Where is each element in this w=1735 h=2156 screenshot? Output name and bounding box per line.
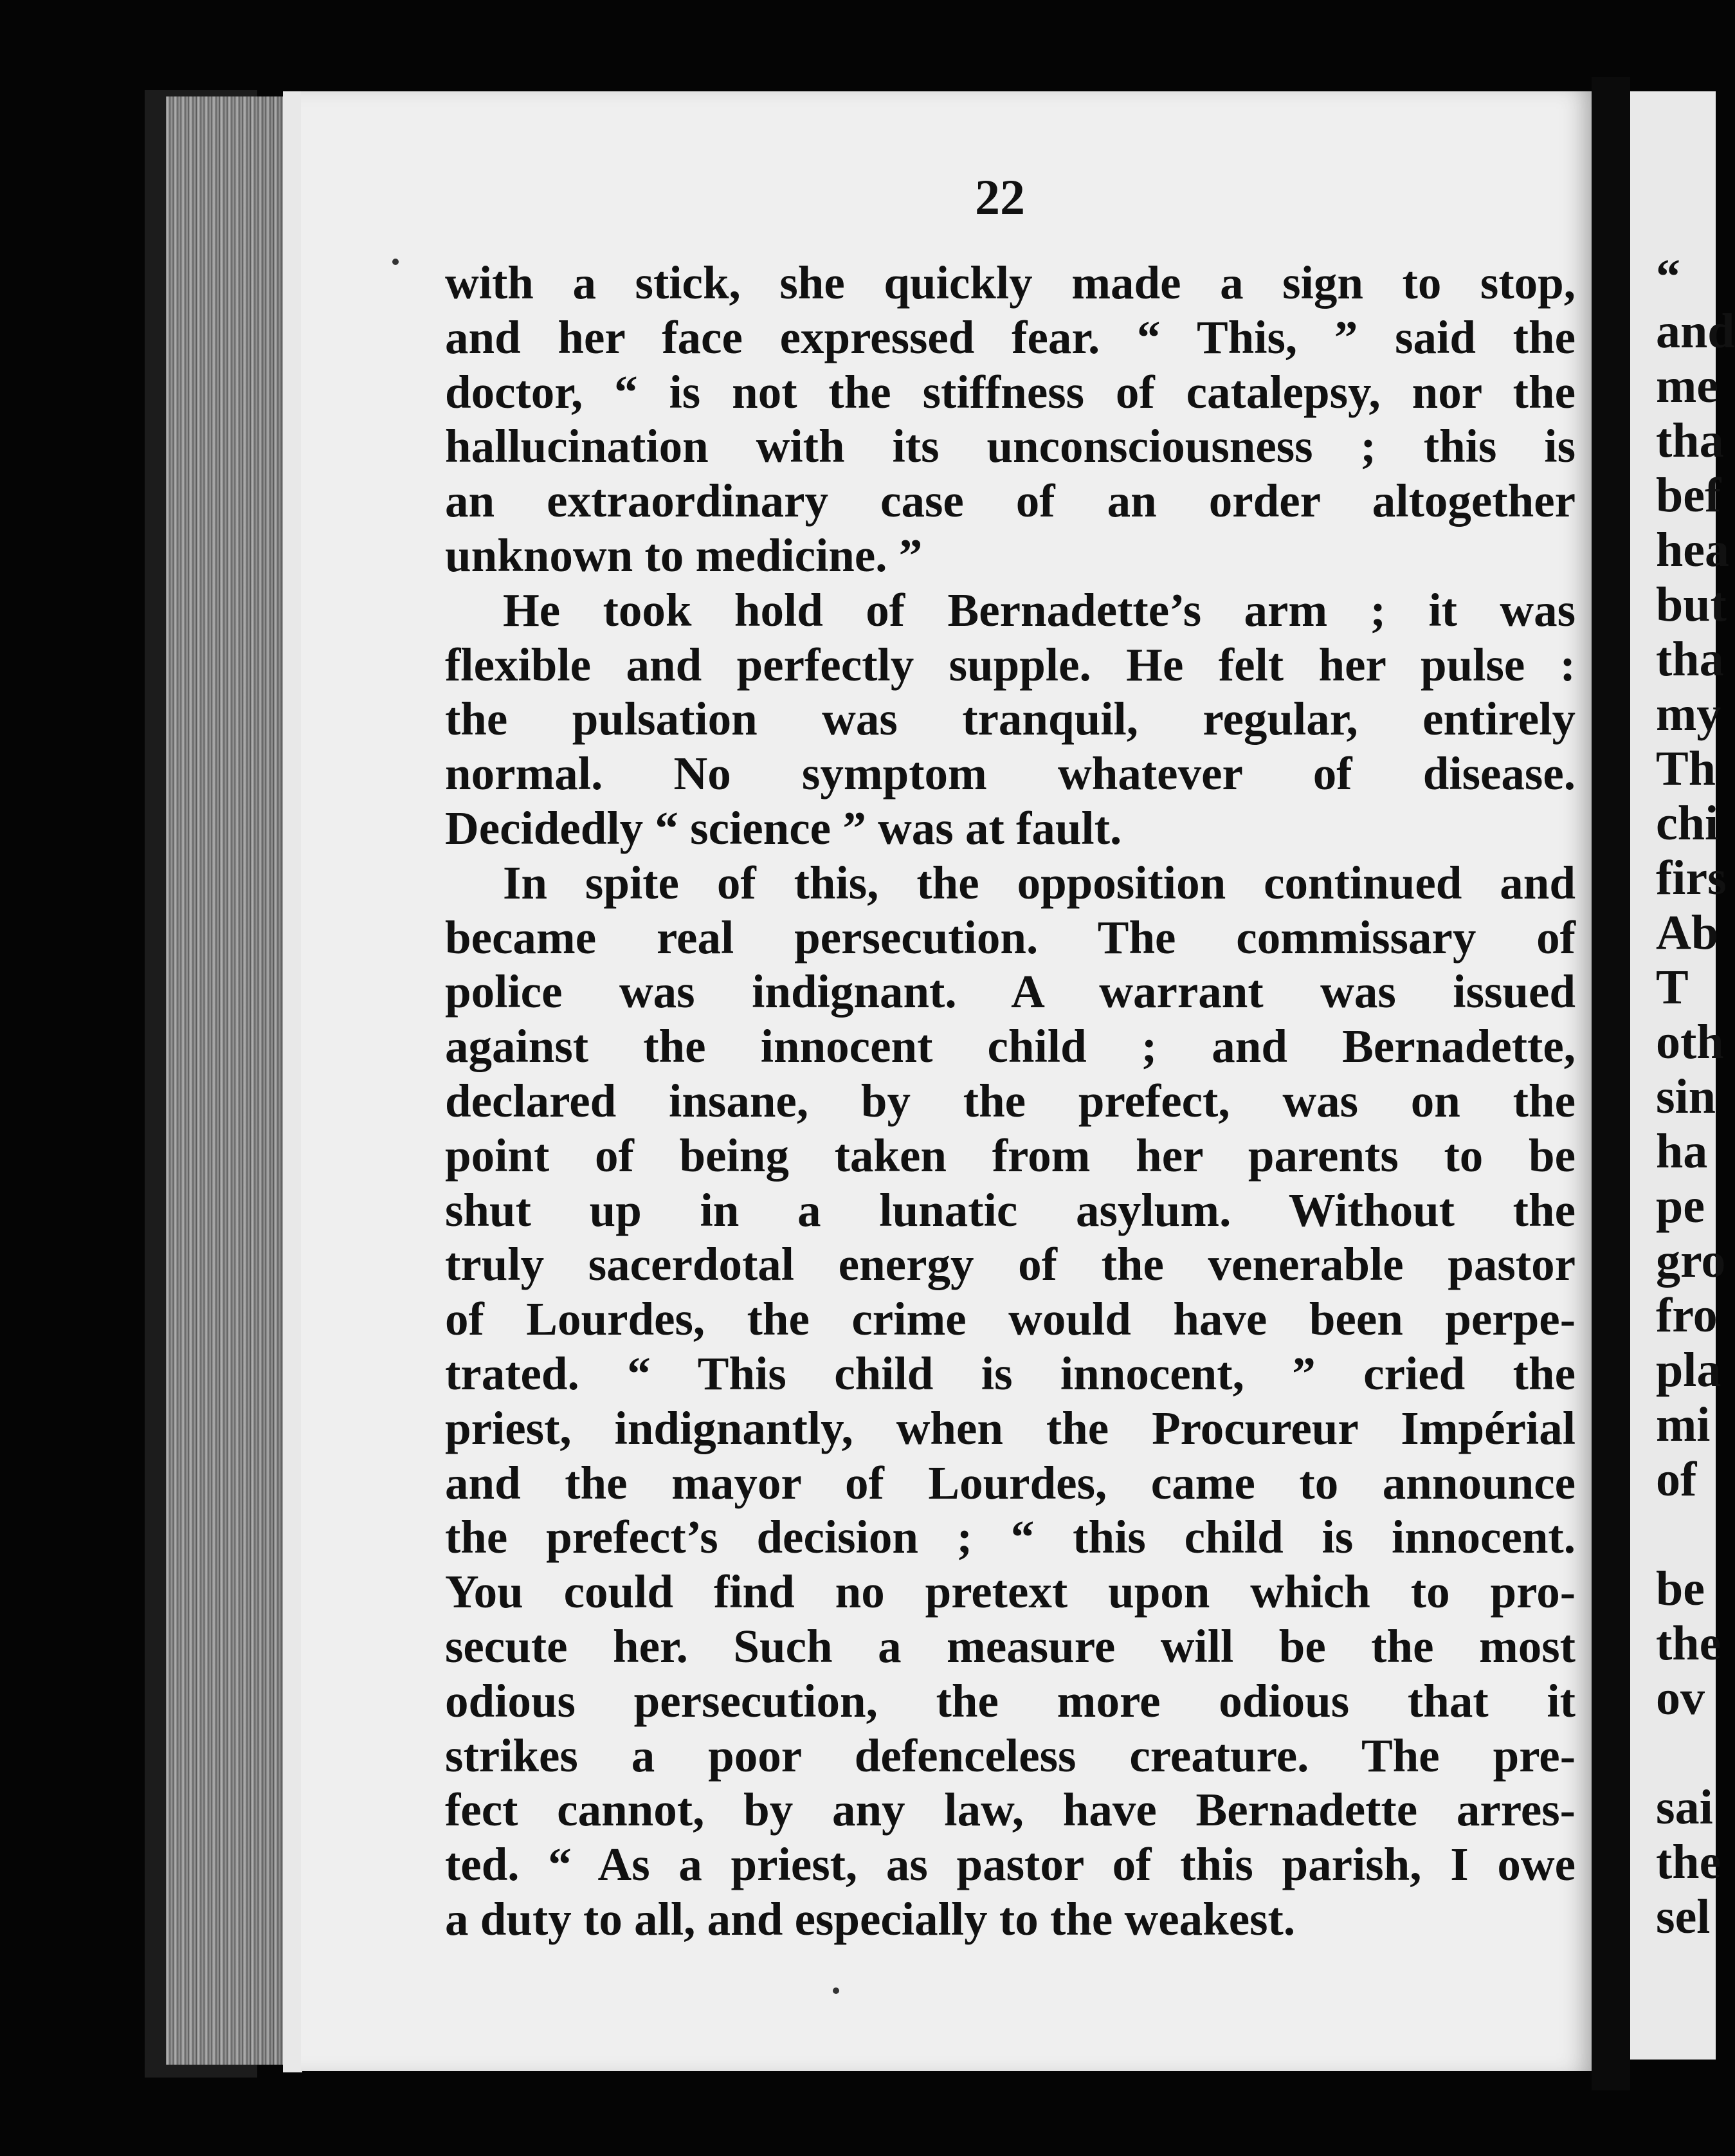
next-page-fragment: sin	[1656, 1070, 1716, 1124]
text-line: strikes a poor defenceless creature. The pre-	[445, 1729, 1576, 1782]
ink-speck	[392, 259, 399, 265]
next-page-fragment: firs	[1656, 851, 1727, 905]
text-line: secute her. Such a measure will be the most	[445, 1620, 1576, 1672]
next-page-fragment: my	[1656, 687, 1721, 741]
book-gutter	[1592, 77, 1630, 2090]
page-number: 22	[975, 169, 1025, 225]
next-page-fragment: sel	[1656, 1890, 1711, 1944]
text-line: trated. “ This child is innocent, ” cried the	[445, 1347, 1576, 1400]
next-page-fragment: the	[1656, 1835, 1721, 1889]
text-line: In spite of this, the opposition continued and	[503, 856, 1576, 909]
next-page-fragment: ov	[1656, 1671, 1705, 1725]
text-line: priest, indignantly, when the Procureur Impérial	[445, 1402, 1576, 1454]
next-page-fragment: pe	[1656, 1179, 1705, 1233]
text-line: and her face expressed fear. “ This, ” said the	[445, 311, 1576, 363]
next-page-fragment: and	[1656, 304, 1735, 358]
text-line: unknown to medicine. ”	[445, 529, 923, 581]
page-margin-edge	[283, 91, 302, 2072]
next-page-fragment: the	[1656, 1616, 1721, 1670]
page-stack-edge	[166, 96, 295, 2065]
text-line: a duty to all, and especially to the weakest.	[445, 1892, 1296, 1945]
next-page-fragment: be	[1656, 1562, 1705, 1616]
next-page-fragment: Ab	[1656, 906, 1719, 960]
next-page-fragment: T	[1656, 960, 1689, 1014]
text-line: You could find no pretext upon which to pro-	[445, 1566, 1576, 1618]
text-line: ted. “ As a priest, as pastor of this parish, I owe	[445, 1838, 1576, 1891]
text-line: fect cannot, by any law, have Bernadette arres-	[445, 1784, 1576, 1836]
text-line: the pulsation was tranquil, regular, entirely	[445, 693, 1576, 745]
next-page-fragment: but	[1656, 578, 1727, 632]
text-line: an extraordinary case of an order altogether	[445, 475, 1576, 527]
next-page-fragment: me	[1656, 359, 1719, 413]
next-page-fragment: gro	[1656, 1234, 1726, 1288]
next-page-fragment: oth	[1656, 1015, 1724, 1069]
next-page-fragment: of	[1656, 1452, 1697, 1506]
next-page-fragment: Th	[1656, 742, 1716, 796]
next-page-fragment: ha	[1656, 1124, 1708, 1178]
next-page-fragment: sai	[1656, 1780, 1713, 1834]
text-line: with a stick, she quickly made a sign to stop,	[445, 257, 1576, 309]
next-page-fragment: pla	[1656, 1343, 1721, 1397]
next-page-fragment: tha	[1656, 414, 1724, 468]
text-line: truly sacerdotal energy of the venerable pastor	[445, 1238, 1576, 1291]
page-body-text	[445, 256, 1576, 1947]
text-line: point of being taken from her parents to be	[445, 1129, 1576, 1182]
text-line: shut up in a lunatic asylum. Without the	[445, 1183, 1576, 1236]
next-page-fragment: mi	[1656, 1398, 1711, 1452]
text-line: normal. No symptom whatever of disease.	[445, 747, 1576, 800]
next-page-fragment: “	[1656, 250, 1680, 304]
text-line: hallucination with its unconsciousness ; this is	[445, 420, 1576, 473]
next-page-fragment: hea	[1656, 523, 1729, 577]
next-page-sliver	[1630, 91, 1735, 2060]
text-line: flexible and perfectly supple. He felt her pulse :	[445, 638, 1576, 691]
next-page-fragment: fro	[1656, 1288, 1718, 1342]
text-line: against the innocent child ; and Bernadette,	[445, 1020, 1576, 1073]
ink-speck	[833, 1987, 839, 1994]
next-page-fragment: tha	[1656, 632, 1724, 686]
next-page-fragment: bef	[1656, 468, 1721, 522]
text-line: the prefect’s decision ; “ this child is innocent.	[445, 1511, 1576, 1564]
text-line: became real persecution. The commissary of	[445, 911, 1576, 964]
text-line: Decidedly “ science ” was at fault.	[445, 801, 1122, 854]
text-line: and the mayor of Lourdes, came to announce	[445, 1456, 1576, 1509]
text-line: He took hold of Bernadette’s arm ; it was	[503, 583, 1576, 636]
text-line: odious persecution, the more odious that it	[445, 1674, 1576, 1727]
text-line: doctor, “ is not the stiffness of catalepsy, nor the	[445, 365, 1576, 418]
text-line: of Lourdes, the crime would have been perpe-	[445, 1293, 1576, 1346]
text-line: declared insane, by the prefect, was on the	[445, 1074, 1576, 1127]
text-line: police was indignant. A warrant was issued	[445, 965, 1576, 1018]
next-page-fragment: chi	[1656, 796, 1719, 850]
